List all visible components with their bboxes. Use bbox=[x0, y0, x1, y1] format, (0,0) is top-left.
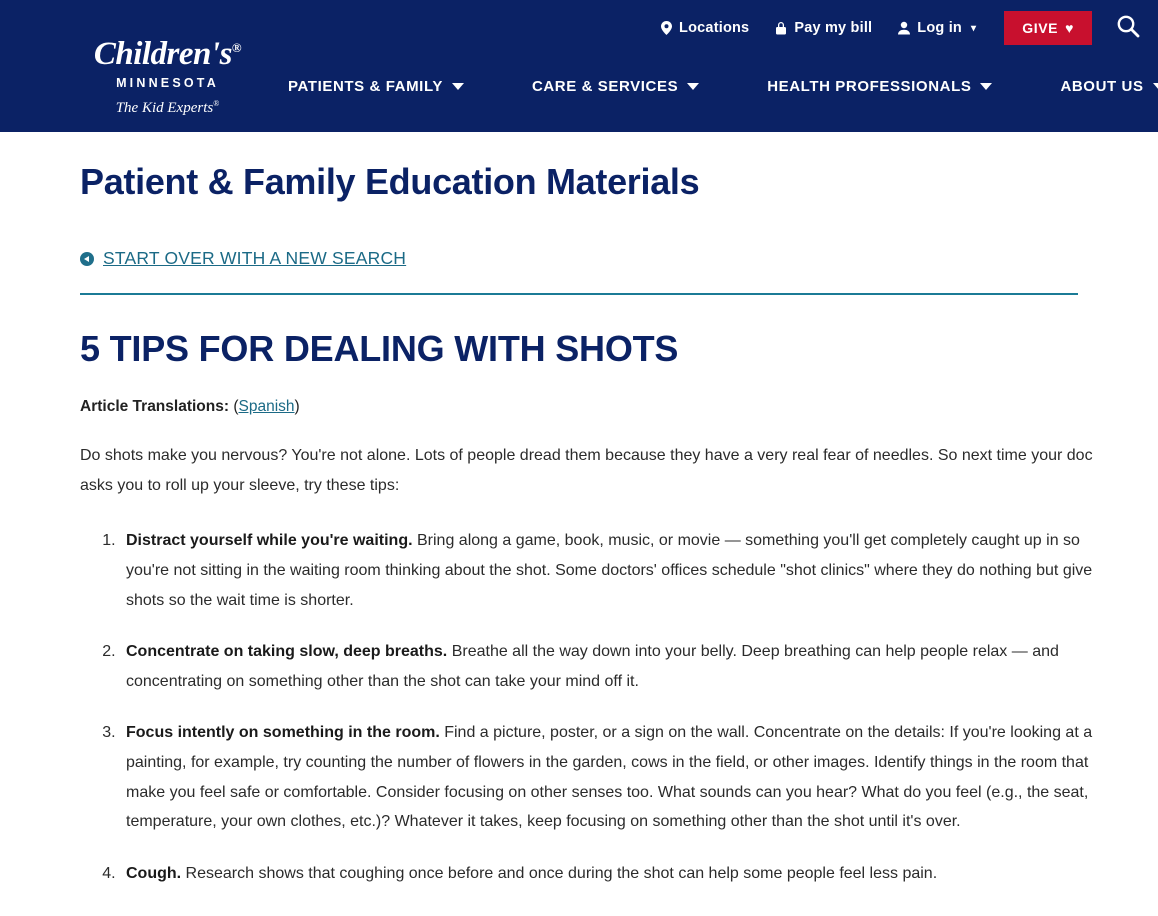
chevron-down-icon: ▾ bbox=[970, 22, 977, 34]
list-item bbox=[120, 526, 1104, 615]
utility-label-locations: Locations bbox=[679, 20, 750, 36]
tip-text: Breathe all the way down into your belly. Deep breathing can help people relax — and concentrating on something other than the shot can take your mind off it. bbox=[126, 643, 1059, 690]
page-content bbox=[0, 160, 1158, 888]
nav-label-health-professionals: HEALTH PROFESSIONALS bbox=[767, 78, 972, 95]
search-icon bbox=[1116, 14, 1140, 43]
page-title: Patient & Family Education Materials bbox=[80, 161, 700, 202]
list-item bbox=[120, 859, 1104, 889]
tip-lead: Cough. bbox=[126, 864, 182, 882]
utility-label-pay-my-bill: Pay my bill bbox=[794, 20, 873, 36]
tip-text: Find a picture, poster, or a sign on the wall. Concentrate on the details: If you're looking at a painting, for example, try counting the number of flowers in the garden, cows in the field, or other images. Identify things in the room that make you feel safe or comfortable. Consider focusing on other senses too. What sounds can you hear? What do you feel (e.g., the seat, temperature, your own clothes, etc.)? Whatever it takes, keep focusing on something other than the shot until it's over. bbox=[126, 724, 1093, 831]
utility-item-locations[interactable] bbox=[661, 20, 749, 36]
chevron-down-icon bbox=[687, 83, 699, 90]
search-button[interactable] bbox=[1116, 14, 1140, 43]
logo-state: MINNESOTA bbox=[116, 76, 219, 90]
logo-registered-mark: ® bbox=[231, 40, 242, 55]
nav-label-patients-family: PATIENTS & FAMILY bbox=[288, 78, 443, 95]
article-title: 5 TIPS FOR DEALING WITH SHOTS bbox=[80, 328, 679, 370]
site-logo[interactable] bbox=[80, 38, 255, 117]
article-intro: Do shots make you nervous? You're not alone. Lots of people dread them because they have a very real fear of needles. So next time your doc asks you to roll up your sleeve, try these tips: bbox=[80, 447, 1093, 494]
main-nav bbox=[288, 78, 1158, 95]
back-arrow-icon bbox=[80, 252, 94, 266]
tips-list bbox=[80, 526, 1104, 888]
translations-label: Article Translations: bbox=[80, 398, 230, 416]
nav-label-care-services: CARE & SERVICES bbox=[531, 78, 679, 95]
nav-item-about-us[interactable] bbox=[1060, 78, 1158, 95]
give-button[interactable] bbox=[1004, 11, 1092, 45]
chevron-down-icon bbox=[1153, 83, 1158, 90]
logo-tagline: The Kid Experts® bbox=[115, 99, 220, 116]
nav-item-care-services[interactable] bbox=[532, 78, 699, 95]
start-over-label: START OVER WITH A NEW SEARCH bbox=[103, 248, 407, 269]
tip-lead: Concentrate on taking slow, deep breaths. bbox=[126, 643, 448, 661]
translations-paren-open: ( bbox=[233, 398, 239, 416]
start-over-link[interactable] bbox=[80, 248, 1078, 269]
utility-label-log-in: Log in bbox=[917, 20, 962, 36]
nav-item-health-professionals[interactable] bbox=[767, 78, 992, 95]
heart-icon: ♥ bbox=[1065, 20, 1074, 36]
location-pin-icon bbox=[661, 21, 672, 35]
site-header bbox=[0, 0, 1158, 132]
give-button-label: GIVE bbox=[1022, 20, 1059, 36]
tip-text: Research shows that coughing once before and once during the shot can help some people feel less pain. bbox=[181, 864, 938, 882]
tip-lead: Distract yourself while you're waiting. bbox=[126, 532, 413, 550]
translation-link-spanish[interactable]: Spanish bbox=[238, 398, 295, 416]
chevron-down-icon bbox=[452, 83, 464, 90]
article-translations bbox=[80, 398, 1078, 416]
nav-label-about-us: ABOUT US bbox=[1060, 78, 1144, 95]
utility-item-pay-my-bill[interactable] bbox=[775, 20, 872, 36]
list-item bbox=[120, 637, 1104, 696]
divider bbox=[80, 293, 1078, 295]
tip-text: Bring along a game, book, music, or movie — something you'll get completely caught up in so you're not sitting in the waiting room thinking about the shot. Some doctors' offices schedule "shot clinics" where they do nothing but give shots so the wait time is shorter. bbox=[126, 532, 1093, 609]
chevron-down-icon bbox=[980, 83, 992, 90]
utility-item-log-in[interactable] bbox=[898, 20, 976, 36]
nav-item-patients-family[interactable] bbox=[288, 78, 464, 95]
lock-icon bbox=[775, 21, 787, 35]
logo-tagline-mark: ® bbox=[213, 99, 220, 108]
list-item bbox=[120, 718, 1104, 836]
user-icon bbox=[898, 21, 910, 35]
translations-paren-close: ) bbox=[294, 398, 300, 416]
tip-lead: Focus intently on something in the room. bbox=[126, 724, 440, 742]
utility-nav bbox=[635, 0, 1158, 56]
logo-brand: Children's® bbox=[93, 36, 242, 72]
